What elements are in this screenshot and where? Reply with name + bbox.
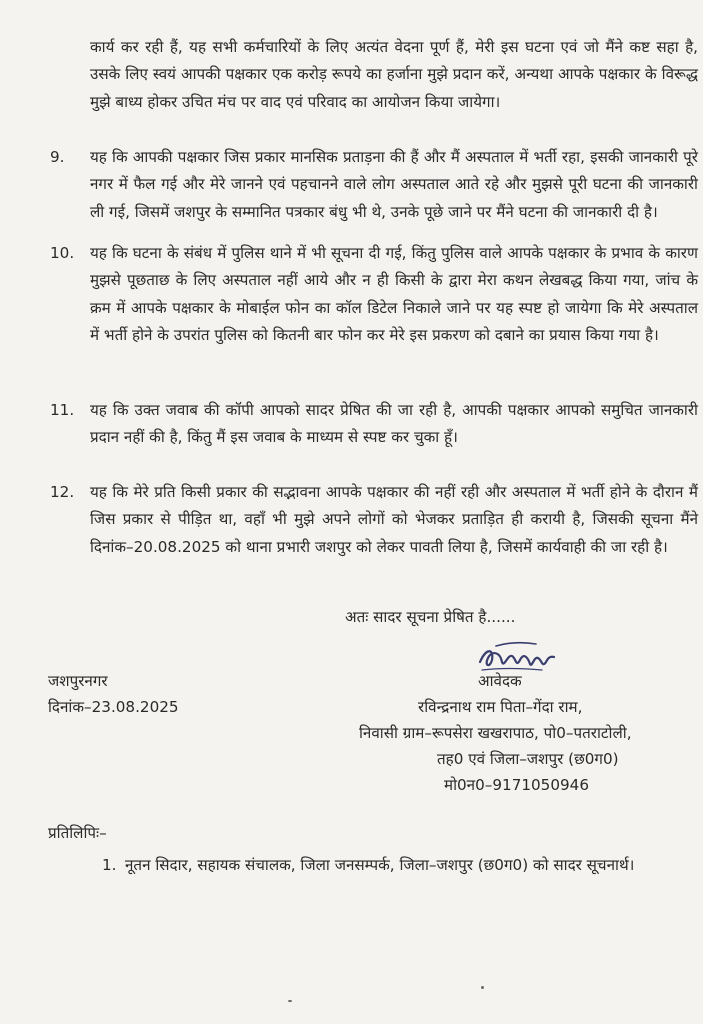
applicant-address-line-2: तह0 एवं जिला–जशपुर (छ0ग0): [437, 750, 619, 768]
paragraph-10-text: यह कि घटना के संबंध में पुलिस थाने में भी सूचना दी गई, किंतु पुलिस वाले आपके पक्षकार के प्रभाव के कारण मुझसे पूछताछ के लिए अस्पताल नहीं आये और न ही किसी के द्वारा मेरा कथन लेखबद्ध किया गया, जांच के क्रम में आपके पक्षकार के मोबाईल फोन का कॉल डिटेल निकाले जाने पर यह स्पष्ट हो जायेगा कि मेरे अस्पताल में भर्ती होने के उपरांत पुलिस को कितनी बार फोन कर मेरे इस प्रकरण को दबाने का प्रयास किया गया है।: [90, 244, 698, 345]
letter-date: दिनांक–23.08.2025: [48, 698, 179, 716]
closing-line: अतः सादर सूचना प्रेषित है......: [345, 608, 516, 626]
paragraph-9-text: यह कि आपकी पक्षकार जिस प्रकार मानसिक प्रताड़ना की हैं और मैं अस्पताल में भर्ती रहा, इसकी जानकारी पूरे नगर में फैल गई और मेरे जानने एवं पहचानने वाले लोग अस्पताल आते रहे और मुझसे पूरी घटना की जानकारी ली गई, जिसमें जशपुर के सम्मानित पत्रकार बंधु भी थे, उनके पूछे जाने पर मैंने घटना की जानकारी दी है।: [90, 148, 698, 221]
place: जशपुरनगर: [48, 672, 108, 690]
applicant-name: रविन्द्रनाथ राम पिता–गेंदा राम,: [418, 698, 583, 716]
copy-label: प्रतिलिपिः–: [48, 824, 107, 842]
paragraph-10-number: 10.: [50, 244, 75, 262]
paragraph-11-text: यह कि उक्त जवाब की कॉपी आपको सादर प्रेषित की जा रही है, आपकी पक्षकार आपको समुचित जानकारी प्रदान नहीं की है, किंतु मैं इस जवाब के माध्यम से स्पष्ट कर चुका हूँ।: [90, 401, 698, 447]
paragraph-9-number: 9.: [50, 148, 65, 166]
scan-speck: [481, 986, 484, 989]
copy-item-text: नूतन सिदार, सहायक संचालक, जिला जनसम्पर्क, जिला–जशपुर (छ0ग0) को सादर सूचनार्थ।: [125, 856, 635, 874]
copy-item-number: 1.: [102, 856, 117, 874]
paragraph-12-text: यह कि मेरे प्रति किसी प्रकार की सद्भावना आपके पक्षकार की नहीं रही और अस्पताल में भर्ती होने के दौरान मैं जिस प्रकार से पीड़ित था, वहाँ भी मुझे अपने लोगों को भेजकर प्रताड़ित ही करायी है, जिसकी सूचना मैंने दिनांक–20.08.2025 को थाना प्रभारी जशपुर को लेकर पावती लिया है, जिसमें कार्यवाही की जा रही है।: [90, 483, 698, 556]
paragraph-11-number: 11.: [50, 401, 75, 419]
scan-speck: [288, 1000, 292, 1002]
applicant-mobile: मो0न0–9171050946: [444, 776, 589, 794]
applicant-address-line-1: निवासी ग्राम–रूपसेरा खखरापाठ, पो0–पतराटोली,: [359, 724, 632, 742]
applicant-label: आवेदक: [478, 672, 522, 690]
paragraph-continuation: कार्य कर रही हैं, यह सभी कर्मचारियों के लिए अत्यंत वेदना पूर्ण हैं, मेरी इस घटना एवं जो मैंने कष्ट सहा है, उसके लिए स्वयं आपकी पक्षकार एक करोड़ रूपये का हर्जाना मुझे प्रदान करें, अन्यथा आपके पक्षकार के विरूद्ध मुझे बाध्य होकर उचित मंच पर वाद एवं परिवाद का आयोजन किया जायेगा।: [90, 38, 698, 111]
paragraph-12-number: 12.: [50, 483, 75, 501]
